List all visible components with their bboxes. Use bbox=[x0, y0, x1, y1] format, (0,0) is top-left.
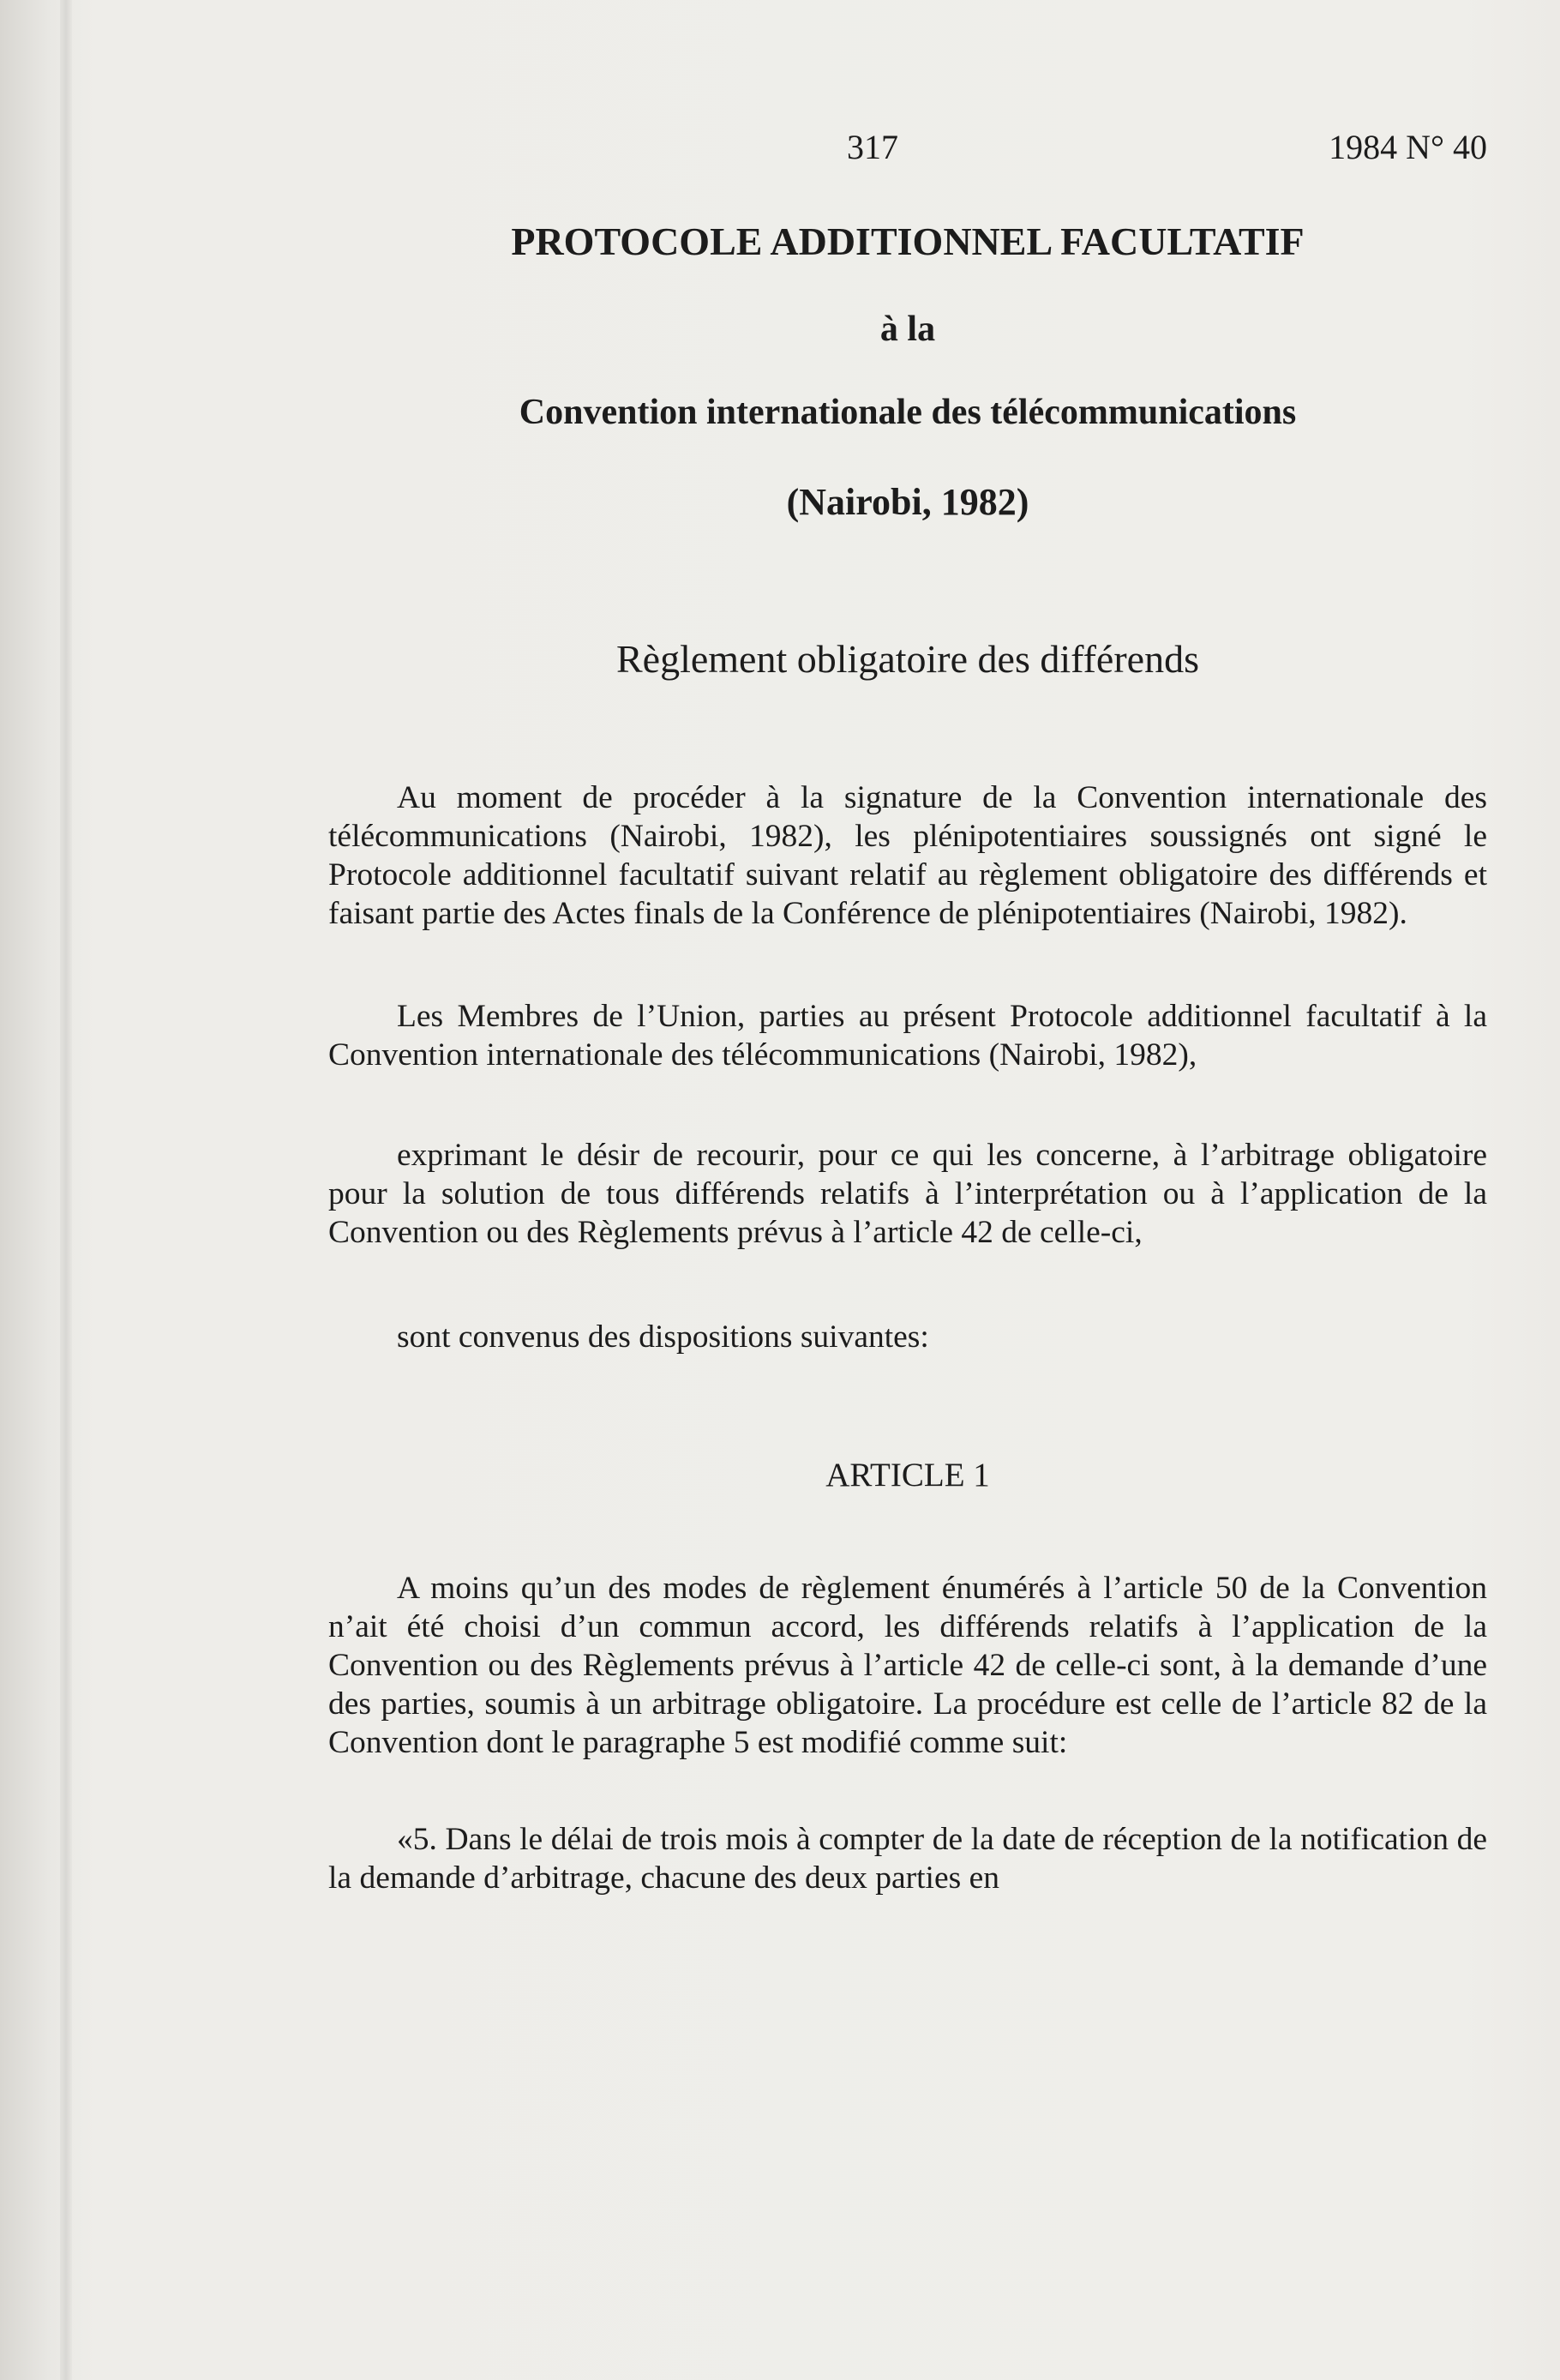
paragraph-members-text: Les Membres de l’Union, parties au présent Protocole additionnel facultatif à la Convention internationale des télécommunications (Nairobi, 1982), bbox=[328, 999, 1487, 1073]
paragraph-expressing bbox=[328, 1136, 1487, 1252]
article-paragraph bbox=[328, 1569, 1487, 1762]
paragraph-intro-text: Au moment de procéder à la signature de la Convention internationale des télécommunications (Nairobi, 1982), les plénipotentiaires soussignés ont signé le Protocole additionnel facultatif suivant relatif au règlement obligatoire des différends et faisant partie des Actes finals de la Conférence de plénipotentiaires (Nairobi, 1982). bbox=[328, 780, 1487, 931]
title-line-1: PROTOCOLE ADDITIONNEL FACULTATIF bbox=[511, 219, 1305, 263]
paragraph-expressing-text: exprimant le désir de recourir, pour ce qui les concerne, à l’arbitrage obligatoire pour la solution de tous différends relatifs à l’interprétation ou à l’application de la Convention ou des Règlements prévus à l’article 42 de celle-ci, bbox=[328, 1138, 1487, 1250]
article-quote-text: «5. Dans le délai de trois mois à compter de la date de réception de la notification de la demande d’arbitrage, chacune des deux parties en bbox=[328, 1822, 1487, 1896]
section-heading: Règlement obligatoire des différends bbox=[615, 637, 1199, 681]
title-line-3: Convention internationale des télécommunications bbox=[519, 393, 1297, 432]
title-line-2: à la bbox=[879, 310, 936, 349]
page-number: 317 bbox=[847, 128, 898, 166]
paragraph-members bbox=[328, 997, 1487, 1074]
issue-number: 1984 N° 40 bbox=[1329, 128, 1487, 166]
paragraph-agreed-text: sont convenus des dispositions suivantes: bbox=[397, 1319, 929, 1355]
paragraph-agreed bbox=[328, 1318, 1487, 1356]
article-paragraph-text: A moins qu’un des modes de règlement énumérés à l’article 50 de la Convention n’ait été choisi d’un commun accord, les différends relatifs à l’application de la Convention ou des Règlements prévus à l’article 42 de celle-ci sont, à la demande d’une des parties, soumis à un arbitrage obligatoire. La procédure est celle de l’article 82 de la Convention dont le paragraphe 5 est modifié comme suit: bbox=[328, 1571, 1487, 1760]
paragraph-intro bbox=[328, 778, 1487, 933]
binding-edge bbox=[60, 0, 72, 2380]
article-heading: ARTICLE 1 bbox=[825, 1457, 990, 1494]
article-quote bbox=[328, 1820, 1487, 1897]
title-line-4: (Nairobi, 1982) bbox=[786, 481, 1029, 523]
running-header bbox=[328, 127, 1487, 175]
